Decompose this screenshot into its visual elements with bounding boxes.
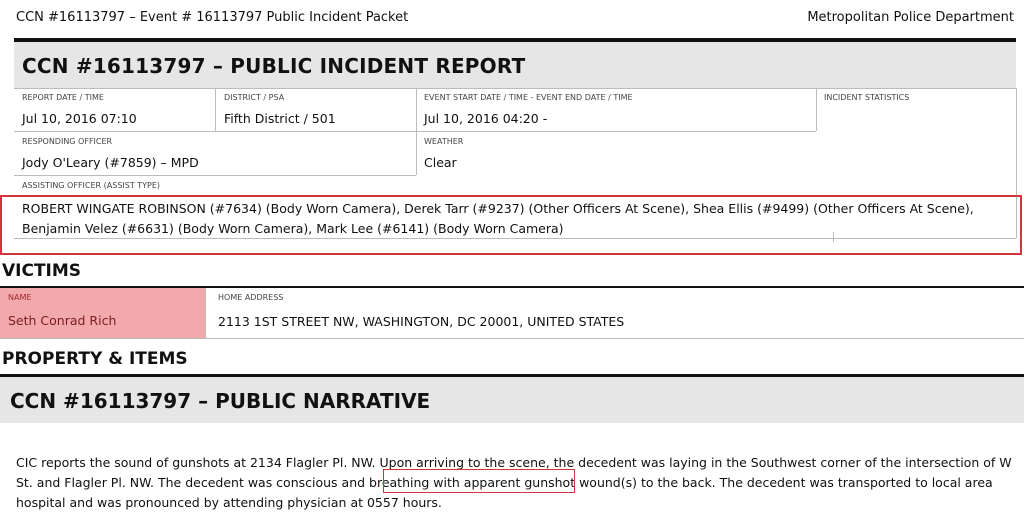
grid-line [14, 131, 816, 132]
event-time-label: EVENT START DATE / TIME - EVENT END DATE / TIME [424, 93, 633, 102]
event-time-value: Jul 10, 2016 04:20 - [424, 111, 548, 126]
property-heading: PROPERTY & ITEMS [2, 349, 188, 369]
victims-bottom-rule [0, 338, 1024, 339]
report-date-label: REPORT DATE / TIME [22, 93, 104, 102]
grid-line [816, 88, 817, 131]
grid-line [416, 88, 417, 175]
home-address-label: HOME ADDRESS [218, 293, 284, 302]
district-label: DISTRICT / PSA [224, 93, 285, 102]
grid-line [14, 175, 416, 176]
report-title: CCN #16113797 – PUBLIC INCIDENT REPORT [22, 54, 526, 78]
narrative-title: CCN #16113797 – PUBLIC NARRATIVE [10, 389, 431, 413]
weather-label: WEATHER [424, 137, 464, 146]
assisting-officer-label: ASSISTING OFFICER (ASSIST TYPE) [22, 181, 161, 190]
weather-value: Clear [424, 155, 457, 170]
responding-officer-value: Jody O'Leary (#7859) – MPD [22, 155, 199, 170]
district-value: Fifth District / 501 [224, 111, 336, 126]
incident-stats-label: INCIDENT STATISTICS [824, 93, 910, 102]
packet-title: CCN #16113797 – Event # 16113797 Public Incident Packet [16, 10, 409, 25]
responding-officer-label: RESPONDING OFFICER [22, 137, 113, 146]
assisting-officers-value: ROBERT WINGATE ROBINSON (#7634) (Body Worn Camera), Derek Tarr (#9237) (Other Officers At Scene), Shea Ellis (#9499) (Other Officers At Scene), Benjamin Velez (#6631) (Body Worn Camera), Mark Lee (#6141) (Body Worn Camera) [22, 201, 974, 236]
grid-line [14, 88, 1016, 89]
department-name: Metropolitan Police Department [807, 10, 1014, 25]
victim-name-value: Seth Conrad Rich [8, 313, 117, 328]
victims-heading: VICTIMS [2, 261, 82, 281]
narrative-text: CIC reports the sound of gunshots at 2134 Flagler Pl. NW. Upon arriving to the scene, the decedent was laying in the Southwest corner of the intersection of W St. and Flagler Pl. NW. The decedent was conscious and breathing with apparent gunshot wound(s) to the back. The decedent was transported to local area hospital and was pronounced by attending physician at 0557 hours. [16, 455, 1012, 510]
victim-name-label: NAME [8, 293, 32, 302]
grid-line [215, 88, 216, 131]
home-address-value: 2113 1ST STREET NW, WASHINGTON, DC 20001, UNITED STATES [218, 314, 625, 329]
report-date-value: Jul 10, 2016 07:10 [22, 111, 137, 126]
grid-line [205, 288, 206, 338]
narrative-highlight-box [383, 469, 575, 493]
